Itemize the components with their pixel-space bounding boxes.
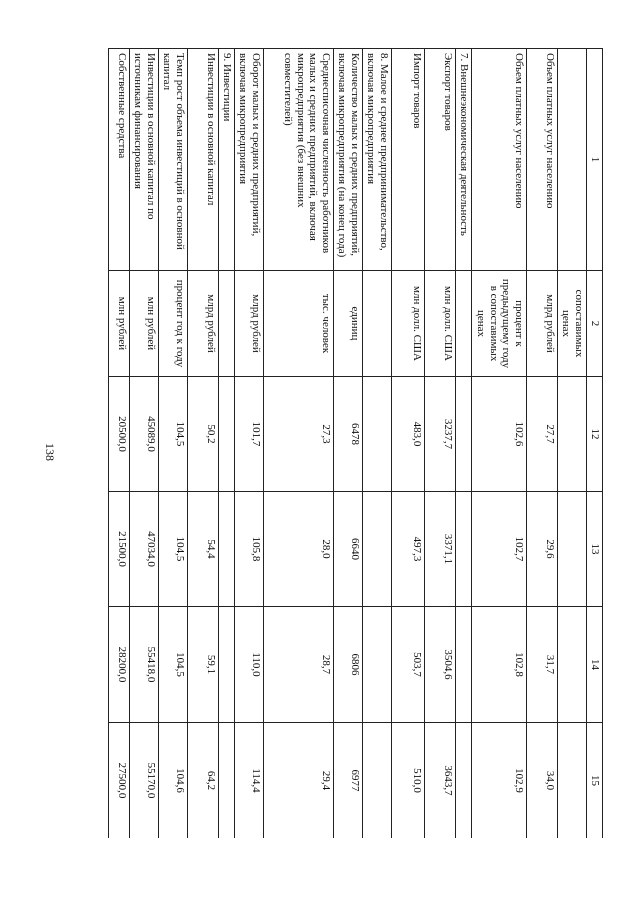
value-13: 47034,0 — [129, 492, 158, 607]
value-12: 27,3 — [263, 377, 333, 492]
indicator-name — [557, 49, 586, 271]
indicator-name: Инвестиции в основной капитал — [187, 49, 218, 271]
section-title: 8. Малое и среднее предпринимательство, включая микропредприятия — [362, 49, 391, 271]
unit-cell: млн рублей — [109, 271, 130, 377]
section-title: 9. Инвестиции — [218, 49, 234, 271]
value-13: 21500,0 — [109, 492, 130, 607]
unit-cell: млн долл. США — [424, 271, 455, 377]
table-row — [392, 49, 425, 839]
value-12: 102,6 — [471, 377, 526, 492]
value-14: 6806 — [333, 607, 362, 723]
unit-cell: млрд рублей — [527, 271, 558, 377]
value-12: 45089,0 — [129, 377, 158, 492]
value-15: 27500,0 — [109, 723, 130, 839]
indicator-name: Собственные средства — [109, 49, 130, 271]
value-12: 6478 — [333, 377, 362, 492]
indicator-name: Инвестиции в основной капитал по источникам финансирования — [129, 49, 158, 271]
table-frame — [108, 48, 603, 838]
header-col-2: 2 — [587, 271, 603, 377]
value-13: 28,0 — [263, 492, 333, 607]
value-15: 55170,0 — [129, 723, 158, 839]
value-12: 20500,0 — [109, 377, 130, 492]
indicator-name: Объем платных услуг населению — [471, 49, 526, 271]
value-14: 28200,0 — [109, 607, 130, 723]
header-col-14: 14 — [587, 607, 603, 723]
section-title: 7. Внешнеэкономическая деятельность — [455, 49, 471, 271]
value-12: 483,0 — [392, 377, 425, 492]
value-14: 104,5 — [158, 607, 187, 723]
value-15: 64,2 — [187, 723, 218, 839]
section-row — [362, 49, 391, 839]
header-col-15: 15 — [587, 723, 603, 839]
table-row — [424, 49, 455, 839]
table-row — [234, 49, 263, 839]
unit-cell: млн рублей — [129, 271, 158, 377]
value-15: 6977 — [333, 723, 362, 839]
value-14: 503,7 — [392, 607, 425, 723]
value-13: 104,5 — [158, 492, 187, 607]
table-row — [263, 49, 333, 839]
value-14: 55418,0 — [129, 607, 158, 723]
header-col-12: 12 — [587, 377, 603, 492]
value-14: 59,1 — [187, 607, 218, 723]
section-row — [218, 49, 234, 839]
value-15: 510,0 — [392, 723, 425, 839]
rotated-table-container — [108, 48, 603, 838]
table-row — [158, 49, 187, 839]
value-14: 110,0 — [234, 607, 263, 723]
value-14: 102,8 — [471, 607, 526, 723]
unit-cell: процент год к году — [158, 271, 187, 377]
value-13: 105,8 — [234, 492, 263, 607]
table-row — [333, 49, 362, 839]
unit-cell: сопоставимых ценах — [557, 271, 586, 377]
value-12: 27,7 — [527, 377, 558, 492]
value-15: 3643,7 — [424, 723, 455, 839]
indicator-name: Оборот малых и средних предприятий, включая микропредприятия — [234, 49, 263, 271]
table-row — [471, 49, 526, 839]
header-col-13: 13 — [587, 492, 603, 607]
value-15: 34,0 — [527, 723, 558, 839]
value-12: 104,5 — [158, 377, 187, 492]
header-row — [587, 49, 603, 839]
table-row — [109, 49, 130, 839]
value-12: 50,2 — [187, 377, 218, 492]
unit-cell: млрд рублей — [187, 271, 218, 377]
unit-cell: процент к предыдущему году в сопоставимых ценах — [471, 271, 526, 377]
value-13: 54,4 — [187, 492, 218, 607]
table-row — [527, 49, 558, 839]
indicators-table — [108, 48, 603, 838]
value-14: 28,7 — [263, 607, 333, 723]
value-14: 31,7 — [527, 607, 558, 723]
value-13: 497,3 — [392, 492, 425, 607]
value-12: 3237,7 — [424, 377, 455, 492]
value-15: 104,6 — [158, 723, 187, 839]
table-row — [187, 49, 218, 839]
indicator-name: Темп рост объема инвестиций в основной капитал — [158, 49, 187, 271]
table-row — [129, 49, 158, 839]
page-number: 138 — [43, 443, 57, 461]
value-15: 29,4 — [263, 723, 333, 839]
value-14: 3504,6 — [424, 607, 455, 723]
section-row — [455, 49, 471, 839]
unit-cell: единиц — [333, 271, 362, 377]
header-col-1: 1 — [587, 49, 603, 271]
indicator-name: Количество малых и средних предприятий, включая микропредприятия (на конец года) — [333, 49, 362, 271]
unit-cell: млн долл. США — [392, 271, 425, 377]
unit-cell: млрд рублей — [234, 271, 263, 377]
indicator-name: Объем платных услуг населению — [527, 49, 558, 271]
unit-cell: тыс. человек — [263, 271, 333, 377]
indicator-name: Среднесписочная численность работников малых и средних предприятий, включая микропредприятия (без внешних совместителей) — [263, 49, 333, 271]
value-15: 114,4 — [234, 723, 263, 839]
indicator-name: Импорт товаров — [392, 49, 425, 271]
value-13: 102,7 — [471, 492, 526, 607]
table-row — [557, 49, 586, 839]
value-13: 29,6 — [527, 492, 558, 607]
value-12: 101,7 — [234, 377, 263, 492]
indicator-name: Экспорт товаров — [424, 49, 455, 271]
value-13: 6640 — [333, 492, 362, 607]
value-13: 3371,1 — [424, 492, 455, 607]
value-15: 102,9 — [471, 723, 526, 839]
